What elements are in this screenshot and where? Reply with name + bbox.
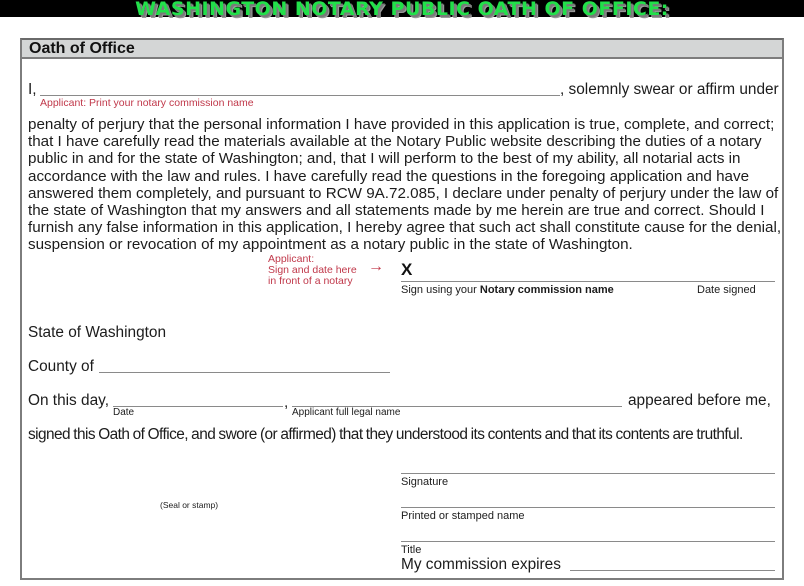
notary-signature-field[interactable] bbox=[401, 473, 775, 474]
county-label: County of bbox=[28, 358, 94, 375]
signature-label: Signature bbox=[401, 476, 449, 488]
oath-paragraph bbox=[28, 116, 784, 254]
oath-line: answered them completely, and pursuant to RCW 9A.72.085, I declare under penalty of perjury under the law of bbox=[28, 184, 779, 202]
oath-suffix: , solemnly swear or affirm under bbox=[560, 81, 779, 98]
oath-line: furnish any false information in this application, I hereby agree that such act shall constitute cause for the denial, bbox=[28, 219, 782, 237]
oath-line: penalty of perjury that the personal information I have provided in this application is true, complete, and correct; bbox=[28, 116, 775, 133]
sign-here-mark: X bbox=[401, 260, 413, 279]
printed-name-label: Printed or stamped name bbox=[401, 510, 525, 522]
date-signed-caption: Date signed bbox=[697, 284, 756, 296]
comma-separator: , bbox=[284, 394, 289, 411]
printed-name-field[interactable] bbox=[401, 507, 775, 508]
seal-or-stamp-area: (Seal or stamp) bbox=[160, 500, 219, 510]
section-header bbox=[22, 40, 782, 59]
oath-prefix: I, bbox=[28, 81, 37, 98]
acknowledgment-statement: signed this Oath of Office, and swore (or affirmed) that they understood its contents and that its contents are truthful. bbox=[28, 426, 743, 443]
applicant-signature-field[interactable] bbox=[401, 281, 775, 282]
oath-line: that I have carefully read the materials available at the Notary Public website describing the duties of a notary bbox=[28, 133, 762, 151]
section-title: Oath of Office bbox=[29, 40, 135, 57]
date-caption: Date bbox=[113, 407, 135, 418]
oath-line: suspension or revocation of my appointment as a notary public in the state of Washington. bbox=[28, 236, 633, 254]
commission-name-field[interactable] bbox=[40, 95, 560, 96]
arrow-right-icon: → bbox=[368, 258, 384, 275]
title-field[interactable] bbox=[401, 541, 775, 542]
applicant-name-caption: Applicant full legal name bbox=[292, 407, 401, 418]
sign-instruction: Applicant: Sign and date here in front of a notary bbox=[268, 253, 357, 287]
appeared-label: appeared before me, bbox=[628, 392, 771, 409]
county-field[interactable] bbox=[99, 372, 390, 373]
oath-line: public in and for the state of Washington; and, that I will perform to the best of my ability, all notarial acts in bbox=[28, 150, 741, 168]
commission-expires-label: My commission expires bbox=[401, 556, 561, 573]
banner-title: WASHINGTON NOTARY PUBLIC OATH OF OFFICE: bbox=[135, 0, 669, 20]
commission-name-hint: Applicant: Print your notary commission name bbox=[40, 97, 254, 109]
signature-caption: Sign using your Notary commission name bbox=[401, 284, 614, 296]
oath-line: the state of Washington that my answers and all statements made by me herein are true and correct. Should I bbox=[28, 202, 765, 220]
state-label: State of Washington bbox=[28, 324, 167, 341]
title-label: Title bbox=[401, 544, 422, 556]
on-this-day-label: On this day, bbox=[28, 392, 109, 409]
commission-expires-field[interactable] bbox=[570, 570, 775, 571]
date-field[interactable] bbox=[113, 406, 283, 407]
oath-line: accordance with the law and rules. I have carefully read the questions in the foregoing application and have bbox=[28, 167, 750, 185]
